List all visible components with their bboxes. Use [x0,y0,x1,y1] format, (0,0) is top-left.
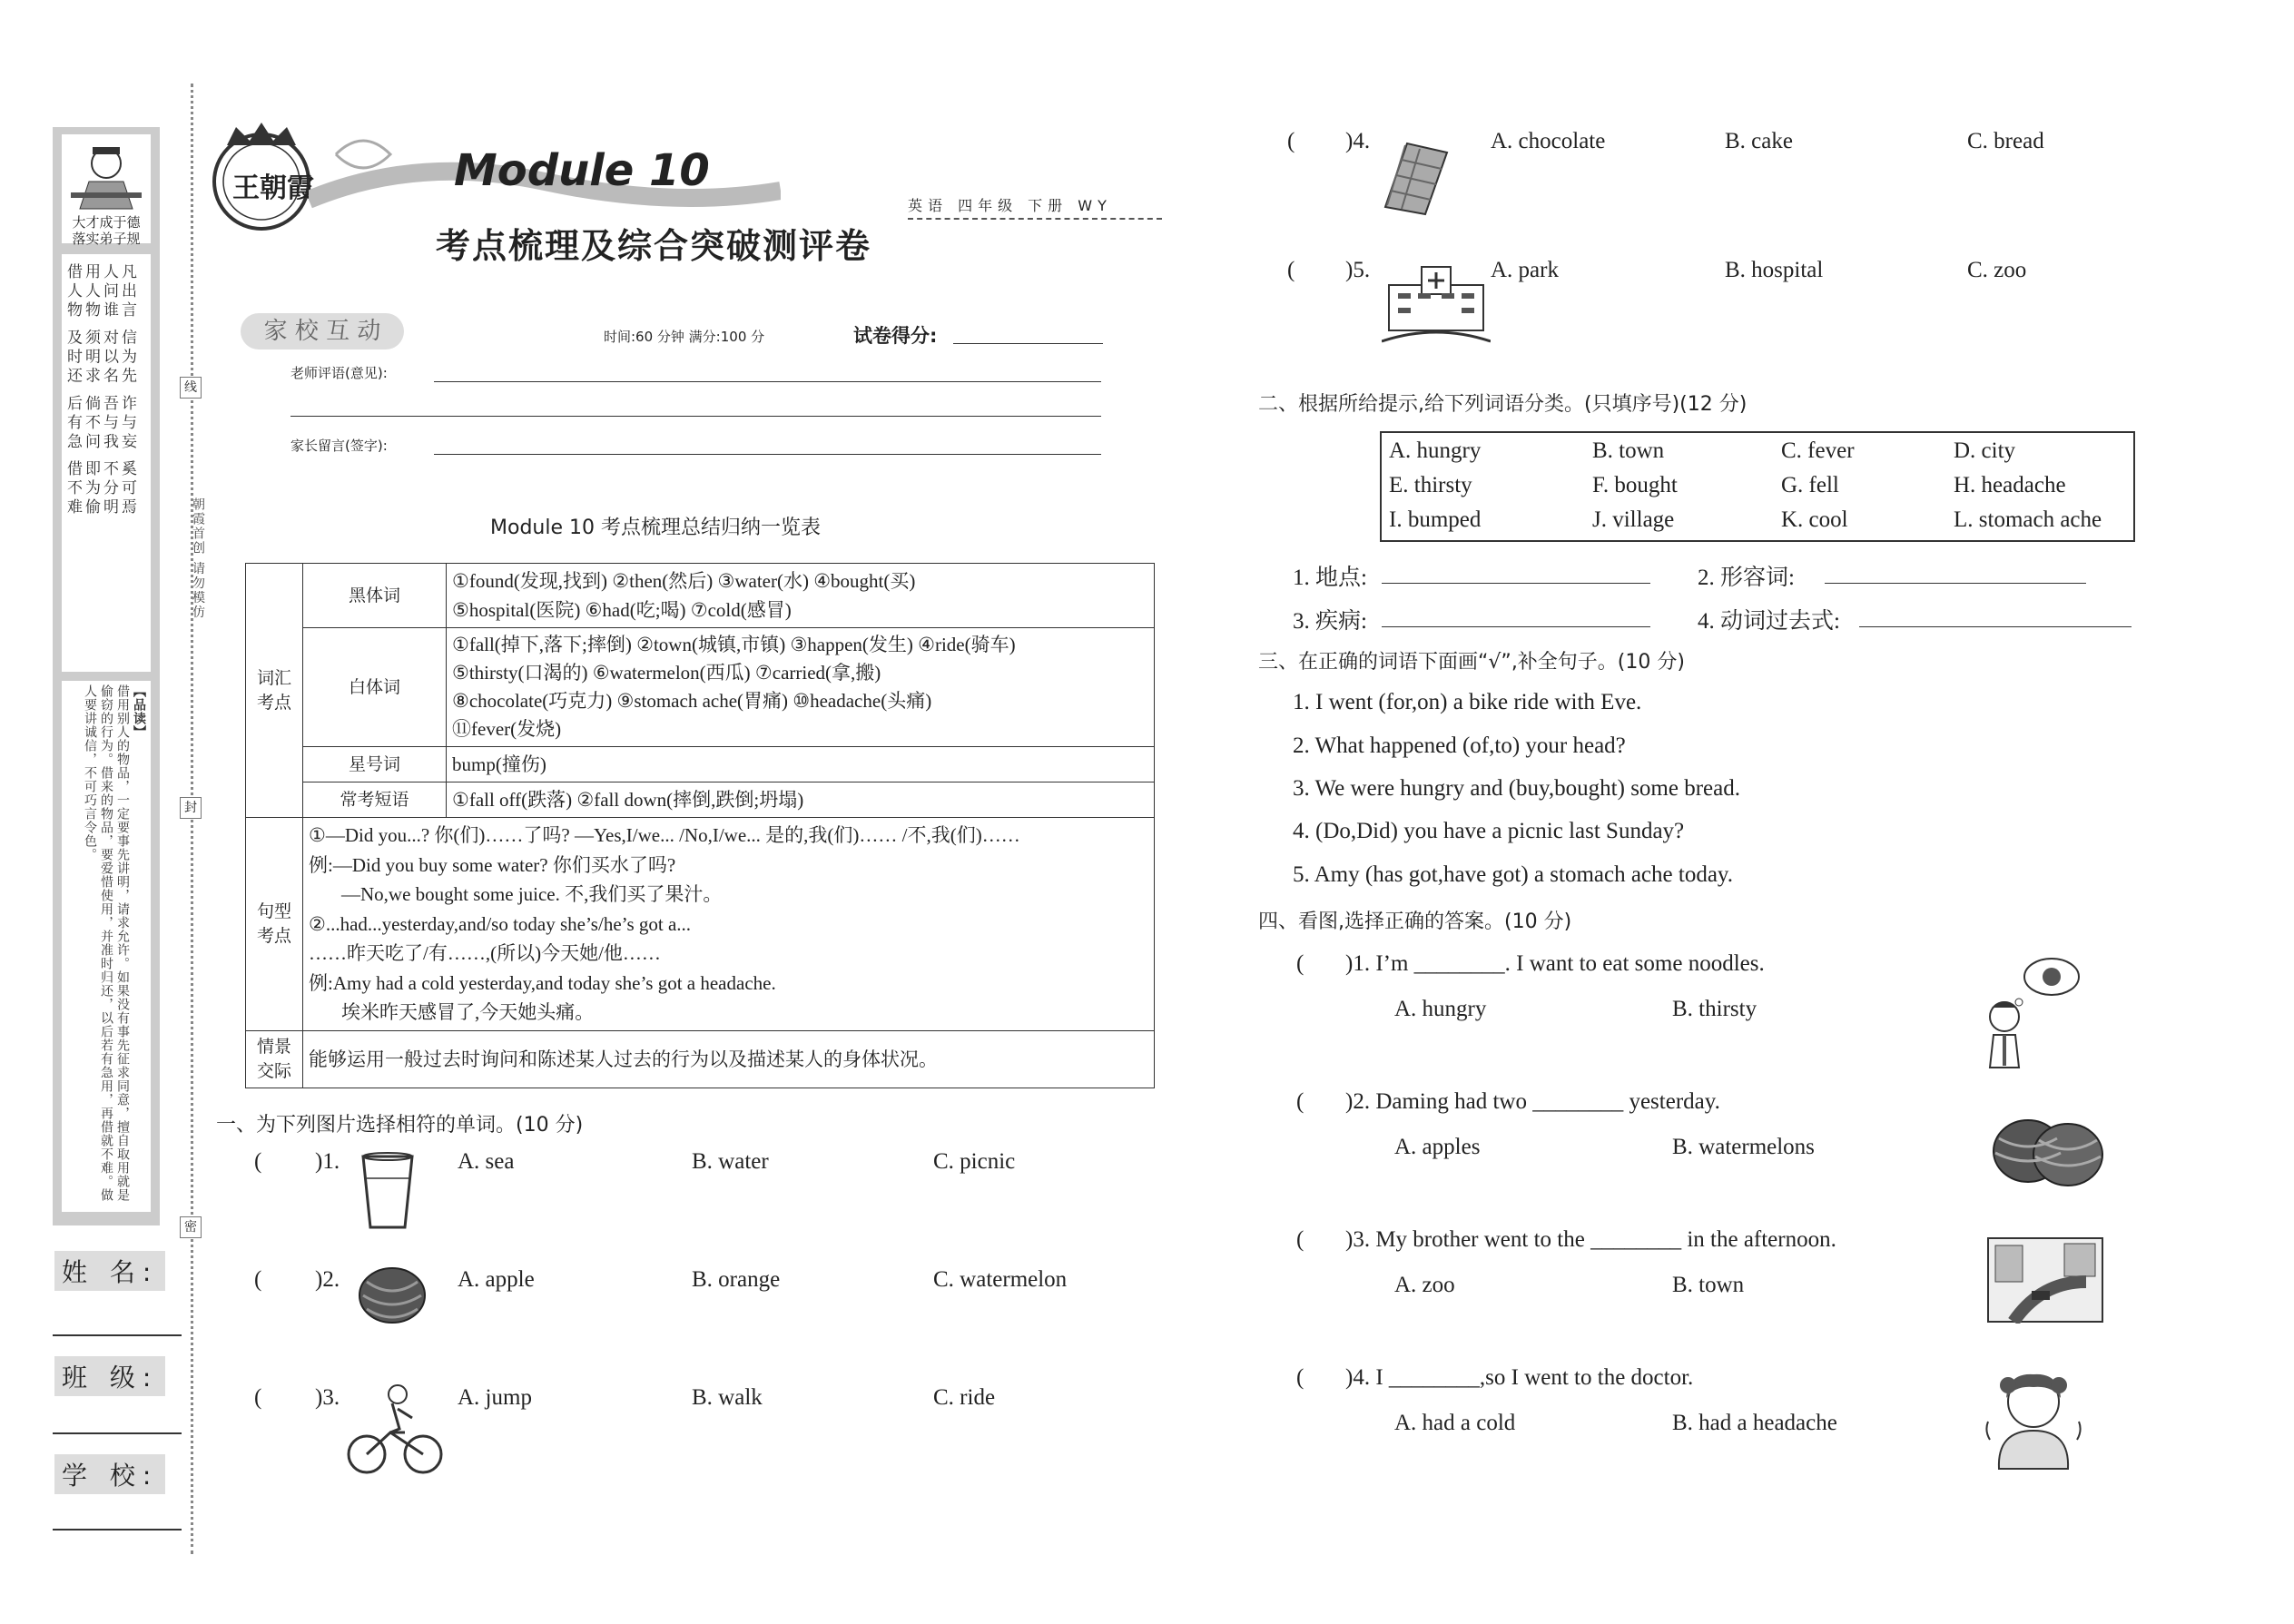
q-number: )5. [1345,258,1371,282]
cut-mark: 封 [180,797,202,819]
sentence-item[interactable]: 3. We were hungry and (buy,bought) some bread. [1293,776,1740,801]
white-words-line: ⑤thirsty(口渴的) ⑥watermelon(西瓜) ⑦carried(拿,搬) [452,662,881,684]
motto-1: 大才成于德 [72,214,141,231]
answer-paren[interactable]: ( [1287,129,1295,153]
option-a[interactable]: A. jump [458,1385,532,1410]
sentence-item[interactable]: 1. I went (for,on) a bike ride with Eve. [1293,690,1642,714]
option-a[interactable]: A. apple [458,1267,535,1292]
verse-col: 人问谁 对以名 吾与我 不分明 [100,263,118,518]
summary-title: Module 10 考点梳理总结归纳一览表 [490,517,821,539]
white-words-label: 白体词 [303,628,447,747]
category-answer-line[interactable] [1382,583,1650,584]
white-words [447,628,1155,747]
word-item: C. fever [1781,438,1855,463]
motto-2: 落实弟子规 [72,231,141,247]
sentence-item[interactable]: 4. (Do,Did) you have a picnic last Sunday? [1293,819,1685,843]
option-c[interactable]: C. zoo [1967,258,2027,282]
parent-comment-label: 家长留言(签字): [290,438,388,454]
question-text: )4. I ________,so I went to the doctor. [1345,1365,1694,1390]
bold-words [447,564,1155,628]
sentence-category: 句型考点 [246,818,303,1031]
town-street-icon [1986,1236,2104,1324]
part1-title: 一、为下列图片选择相符的单词。(10 分) [216,1114,584,1137]
question-text: )2. Daming had two ________ yesterday. [1345,1089,1720,1114]
teacher-comment-field-2[interactable] [290,416,1101,417]
name-line[interactable] [53,1334,182,1336]
option-b[interactable]: B. thirsty [1672,997,1757,1021]
subject-divider [908,218,1162,220]
phrases: ①fall off(跌落) ②fall down(摔倒,跌倒;坍塌) [447,782,1155,818]
summary-table [245,563,1155,1088]
phrases-label: 常考短语 [303,782,447,818]
answer-paren[interactable]: ( [254,1267,262,1292]
word-bank [1380,431,2135,542]
brand-logo: 王朝霞 [232,172,314,204]
answer-paren[interactable]: ( [254,1385,262,1410]
option-c[interactable]: C. picnic [933,1149,1016,1174]
sentence-line: ①—Did you...? 你(们)……了吗? —Yes,I/we... /No,I/we... 是的,我(们)…… /不,我(们)…… [309,824,1020,846]
sentence-line: ……昨天吃了/有……,(所以)今天她/他…… [309,942,661,964]
reading-box [62,681,151,1212]
cut-mark: 密 [180,1216,202,1238]
question-text: )3. My brother went to the ________ in the afternoon. [1345,1227,1836,1252]
option-a[interactable]: A. chocolate [1491,129,1606,153]
option-a[interactable]: A. park [1491,258,1559,282]
word-item: B. town [1592,438,1665,463]
parent-comment-field[interactable] [434,454,1101,455]
word-item: K. cool [1781,507,1848,532]
category-answer-line[interactable] [1382,626,1650,627]
part3-title: 三、在正确的词语下面画“√”,补全句子。(10 分) [1258,651,1685,674]
sidebar-logo-box [62,134,151,247]
answer-paren[interactable]: ( [1296,1365,1305,1390]
sentence-item[interactable]: 2. What happened (of,to) your head? [1293,733,1626,758]
two-watermelons-icon [1990,1113,2106,1191]
home-school-badge: 家 校 互 动 [241,313,404,349]
sentence-line: 例:Amy had a cold yesterday,and today she’s got a headache. [309,971,776,994]
scholar-illustration-icon [62,138,151,211]
q-number: )1. [315,1149,340,1174]
verse-col: 用人物 须明求 倘不问 即为偷 [82,263,100,518]
category-label: 4. 动词过去式: [1698,609,1840,634]
word-item: I. bumped [1389,507,1482,532]
name-label: 姓 名: [54,1251,165,1291]
answer-paren[interactable]: ( [1296,951,1305,976]
verse-col: 凡出言 信为先 诈与妄 奚可焉 [118,263,136,518]
answer-paren[interactable]: ( [1296,1089,1305,1114]
option-c[interactable]: C. ride [933,1385,996,1410]
part4-title: 四、看图,选择正确的答案。(10 分) [1258,910,1572,933]
option-b[interactable]: B. walk [692,1385,763,1410]
q-number: )2. [315,1267,340,1292]
option-c[interactable]: C. watermelon [933,1267,1068,1292]
option-a[interactable]: A. apples [1394,1135,1481,1159]
word-item: L. stomach ache [1954,507,2102,532]
teacher-comment-field[interactable] [434,381,1101,382]
word-item: G. fell [1781,473,1839,497]
module-title: Module 10 [454,145,710,196]
q-number: )4. [1345,129,1371,153]
white-words-line: ⑪fever(发烧) [452,718,562,740]
q-number: )3. [315,1385,340,1410]
class-line[interactable] [53,1432,182,1434]
word-item: F. bought [1592,473,1678,497]
sick-girl-icon [1981,1367,2086,1472]
sentence-item[interactable]: 5. Amy (has got,have got) a stomach ache today. [1293,862,1734,887]
option-b[interactable]: B. town [1672,1273,1745,1297]
verse-box [62,254,151,672]
option-a[interactable]: A. had a cold [1394,1411,1516,1435]
chocolate-bar-icon [1380,134,1452,216]
answer-paren[interactable]: ( [1287,258,1295,282]
boy-riding-bike-icon [345,1378,445,1478]
bold-words-label: 黑体词 [303,564,447,628]
class-label: 班 级: [54,1356,165,1396]
category-answer-line[interactable] [1859,626,2132,627]
option-b[interactable]: B. orange [692,1267,781,1292]
word-item: J. village [1592,507,1675,532]
star-words-label: 星号词 [303,747,447,782]
sentence-line: —No,we bought some juice. 不,我们买了果汁。 [341,883,723,905]
subject-grade: 英语 四年级 下册 WY [908,197,1112,214]
sentence-patterns [303,818,1155,1031]
copyright-note: 朝霞首创 请勿模仿 [191,497,205,620]
answer-paren[interactable]: ( [1296,1227,1305,1252]
category-label: 2. 形容词: [1698,566,1795,590]
word-item: H. headache [1954,473,2066,497]
sentence-line: 例:—Did you buy some water? 你们买水了吗? [309,853,676,876]
sentence-line: 埃米昨天感冒了,今天她头痛。 [341,1001,595,1023]
white-words-line: ①fall(掉下,落下;摔倒) ②town(城镇,市镇) ③happen(发生) ④ride(骑车) [452,634,1016,655]
word-item: E. thirsty [1389,473,1472,497]
cut-line [191,84,193,1554]
glass-of-water-icon [356,1151,419,1233]
question-text: )1. I’m ________. I want to eat some noodles. [1345,951,1765,976]
category-answer-line[interactable] [1825,583,2086,584]
score-field[interactable] [953,343,1103,344]
answer-paren[interactable]: ( [254,1149,262,1174]
option-a[interactable]: A. sea [458,1149,515,1174]
option-a[interactable]: A. hungry [1394,997,1487,1021]
bold-words-line: ⑤hospital(医院) ⑥had(吃;喝) ⑦cold(感冒) [452,599,792,621]
reading-text: 借用别人的物品，一定要事先讲明，请求允许。如果没有事先征求同意，擅自取用就是偷窃的行为。借来的物品，要爱惜使用，并准时归还，以后若有急用，再借就不难。做人要讲诚信，不可巧言令色。 [83,684,130,1202]
watermelon-icon [356,1264,428,1327]
white-words-line: ⑧chocolate(巧克力) ⑨stomach ache(胃痛) ⑩headache(头痛) [452,690,932,712]
score-label: 试卷得分: [853,325,938,347]
option-b[interactable]: B. had a headache [1672,1411,1837,1435]
star-words: bump(撞伤) [447,747,1155,782]
main-title: 考点梳理及综合突破测评卷 [436,226,872,266]
option-c[interactable]: C. bread [1967,129,2044,153]
hungry-boy-thinking-icon [1979,953,2088,1071]
option-b[interactable]: B. water [692,1149,769,1174]
verse-col: 借人物 及时还 后有急 借不难 [64,263,82,518]
bold-words-line: ①found(发现,找到) ②then(然后) ③water(水) ④bought(买) [452,570,916,592]
sentence-line: ②...had...yesterday,and/so today she’s/he’s got a... [309,912,692,935]
sidebar-strip [53,127,160,1225]
teacher-comment-label: 老师评语(意见): [290,365,388,381]
school-label: 学 校: [54,1454,165,1494]
category-label: 3. 疾病: [1293,609,1367,634]
option-b[interactable]: B. cake [1725,129,1793,153]
option-a[interactable]: A. zoo [1394,1273,1455,1297]
school-line[interactable] [53,1529,182,1530]
part2-title: 二、根据所给提示,给下列词语分类。(只填序号)(12 分) [1258,393,1748,416]
situation-text: 能够运用一般过去时询问和陈述某人过去的行为以及描述某人的身体状况。 [303,1030,1155,1088]
hospital-building-icon [1382,260,1491,345]
option-b[interactable]: B. watermelons [1672,1135,1815,1159]
word-item: A. hungry [1389,438,1482,463]
time-info: 时间:60 分钟 满分:100 分 [604,329,765,345]
cut-mark: 线 [180,377,202,399]
vocab-category: 词汇考点 [246,564,303,818]
option-b[interactable]: B. hospital [1725,258,1824,282]
word-item: D. city [1954,438,2016,463]
situation-category: 情景交际 [246,1030,303,1088]
category-label: 1. 地点: [1293,566,1367,590]
reading-label: 【品读】 [132,684,146,739]
